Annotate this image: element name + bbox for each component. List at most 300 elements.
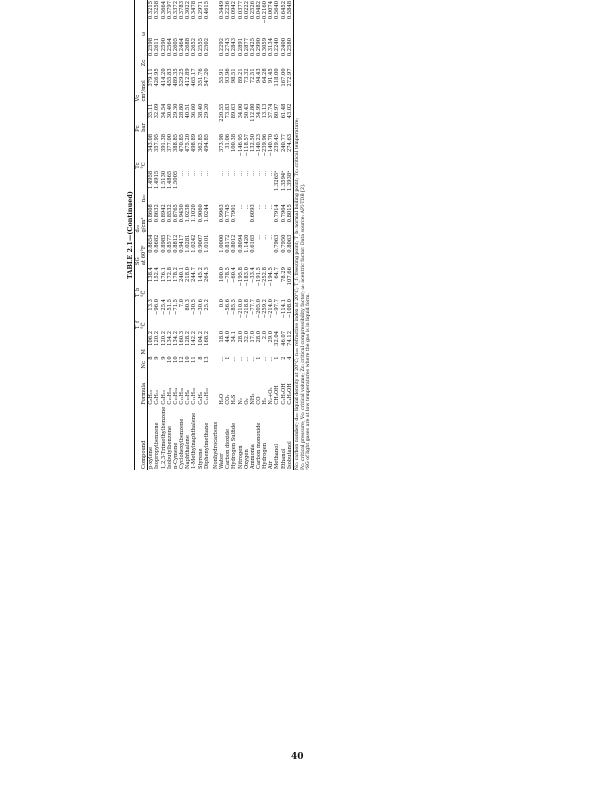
table-notes [295,0,312,470]
cell-omega: 0.5640 [274,1,281,20]
cell-vc: 37.74 [268,103,275,119]
cell-tc: 1.4915 [154,170,161,189]
cell-compound: Styrene [197,448,204,469]
cell-compound: p-xylene [148,446,155,469]
cell-compound: Nitrogen [237,445,244,469]
cell-formula: N₂ [237,398,244,405]
cell-zc: 98.51 [231,68,238,84]
cell-tb: −114.1 [280,299,287,319]
cell-tc: … [243,170,250,176]
cell-m: 46.07 [280,330,287,346]
table-row [244,0,250,470]
cell-m: 32.04 [274,330,281,346]
cell-vc: 30.40 [166,103,173,119]
cell-formula: NH₃ [249,393,256,405]
cell-m: 28.0 [237,330,244,343]
cell-pc: 343.08 [148,133,155,153]
cell-omega: 0.3664 [160,1,167,20]
cell-tb: −56.6 [225,299,232,315]
cell-n20: 1.1020 [191,204,198,223]
cell-n20: 0.7904 [280,204,287,223]
cell-nc: 9 [160,356,167,360]
cell-d20: … [255,234,262,240]
cell-nc: 1 [225,356,232,360]
cell-tb: −30.5 [191,299,198,315]
col-formula: Formula [135,370,148,406]
cell-sg: −78.5 [225,267,232,284]
cell-tc: … [197,170,204,176]
cell-vc: 50.43 [243,103,250,119]
cell-formula: C₈H₁₀ [148,389,155,405]
cell-z2: 0.2843 [231,37,238,57]
cell-sg: 176.1 [160,267,167,282]
cell-tc: … [185,170,192,176]
cell-z2: 0.2590 [160,37,167,57]
cell-formula: C₁₀H₁₄ [166,387,173,405]
col-zc: Zᴄ [135,37,148,67]
cell-sg: 138.4 [148,267,155,282]
cell-vc: 34.00 [237,103,244,119]
cell-nc: 1 [274,356,281,360]
cell-d20: 0.8985 [160,234,167,253]
cell-formula: C₁₀H₈ [185,389,192,405]
rotated-table-page [125,0,525,470]
cell-pc: 373.98 [219,133,226,153]
cell-d20: 1.0101 [203,234,210,253]
cell-z2: 0.2425 [249,37,256,57]
cell-m: 17.0 [249,330,256,343]
col-compound: Compound [135,406,148,470]
cell-formula: CO₂ [225,394,232,405]
cell-d20: 0.7963 [274,234,281,253]
cell-formula: H₂S [231,394,238,405]
cell-vc: 40.51 [185,103,192,119]
cell-m: 104.2 [197,330,204,346]
cell-vc: 34.54 [160,103,167,119]
cell-sg: 264.3 [203,267,210,282]
cell-d20: 0.9007 [197,234,204,253]
cell-tc: … [219,170,226,176]
cell-tb: −205.0 [255,299,262,319]
cell-m: 74.12 [287,330,294,355]
cell-omega: 0.3258 [154,1,161,20]
note-line: ᵃSG of light gases are at low temperatures where the gas is in liquid form. [306,293,312,470]
cell-vc: 112.80 [249,103,256,122]
cell-omega: 0.0222 [243,1,250,20]
cell-compound: Hydrogen [262,442,269,469]
cell-tb: 13.3 [148,299,155,311]
cell-nc: 10 [185,356,192,363]
cell-vc: 89.63 [231,103,238,119]
cell-n20: 0.8942 [160,204,167,223]
cell-tb: −51.5 [166,299,173,315]
cell-nc: … [243,356,250,362]
cell-compound: Cyclohexylbenzene [179,418,186,469]
cell-z2: 0.2891 [237,37,244,57]
col-d20: d₂₀ g/cm³ [135,203,148,233]
cell-omega: 0.0377 [237,1,244,20]
cell-z2: 0.2877 [243,37,250,57]
cell-tb: 0.0 [219,299,226,308]
cell-n20: 0.6093 [249,204,256,223]
col-sg: SG at 60°F [135,234,148,267]
cell-zc: 351.76 [197,68,204,87]
cell-m: 34.1 [231,330,238,343]
cell-n20: 0.8632 [154,204,161,223]
cell-sg: −60.4 [231,267,238,284]
cell-nc: … [268,356,275,362]
cell-vc: 43.02 [287,103,294,133]
cell-zc: 91.45 [268,68,275,84]
cell-tb: −77.7 [249,299,256,315]
cell-vc: 28.80 [179,103,186,119]
cell-nc: 13 [203,356,210,363]
cell-m: 128.2 [185,330,192,346]
cell-n20: 0.9450 [179,204,186,223]
col-vc: Vᴄ cm³/mol [135,67,148,102]
cell-formula: C₄H₉OH [287,370,294,406]
table-group-header [210,0,219,470]
cell-z2: 0.2400 [280,37,287,57]
cell-nc: … [262,356,269,362]
cell-nc: 1 [255,356,262,360]
col-pc: Pᴄ bar [135,103,148,133]
table-title: TABLE 2.1—(Continued) [127,191,134,279]
cell-z2: 0.2990 [255,37,262,57]
cell-tb: −210.0 [237,299,244,319]
cell-omega: −0.2160 [262,1,269,24]
cell-pc: −118.57 [243,133,250,157]
cell-zc: 72.51 [249,68,256,84]
cell-z2: 0.2292 [219,37,226,57]
cell-tb: −218.8 [243,299,250,319]
cell-n20: … [262,204,269,210]
cell-zc: 73.32 [243,68,250,84]
cell-compound: 1,2,3-Trimethylbenzene [160,406,167,469]
cell-tc: 1.4865 [166,170,173,189]
cell-tb: −25.4 [160,299,167,315]
col-tc: Tᴄ °C [135,133,148,170]
cell-tc: … [203,170,210,176]
cell-tb: −30.6 [197,299,204,315]
table-row [154,0,160,470]
cell-n20: 0.8532 [166,204,173,223]
cell-formula: C₈H₈ [197,392,204,405]
cell-m: 32.0 [243,330,250,343]
cell-tb: −71.5 [172,299,179,315]
cell-m: 28.0 [255,330,262,343]
note-line: Nᴄ: carbon number; d₂₀: liquid density at 20°C; n₂₀: refractive index at 20°C; T_f: freezing point; T_b: normal boiling point; Tᴄ: critical temperature; [294,117,300,470]
cell-n20: 0.9060 [197,204,204,223]
cell-n20: 0.8765 [172,204,179,223]
cell-compound: Diphenylmethane [203,422,210,469]
cell-pc: −146.95 [237,133,244,157]
cell-vc: 73.83 [225,103,232,119]
cell-tc: … [225,170,232,176]
table-row [231,0,237,470]
cell-sg: 244.7 [191,267,198,282]
cell-zc: 118.00 [274,68,281,87]
cell-d20: 0.8063 [287,234,294,267]
cell-nc: 8 [148,356,155,360]
cell-n20: 0.8608 [148,204,155,223]
cell-formula: H₂O [219,393,226,405]
cell-tc: … [237,170,244,176]
cell-nc: 10 [172,356,179,363]
cell-omega: 0.3215 [148,1,155,20]
cell-vc: 34.99 [255,103,262,119]
cell-formula: H₂ [262,398,269,405]
cell-omega: 0.3449 [219,1,226,20]
cell-sg: 172.8 [166,267,173,282]
cell-sg: −33.4 [249,267,256,284]
cell-zc: 55.91 [219,68,226,84]
cell-m: 29.0 [268,330,275,343]
cell-n20: 0.7745 [225,204,232,223]
cell-pc: 388.85 [172,133,179,153]
cell-d20: 0.7950 [280,234,287,253]
cell-tb: −96.0 [154,299,161,315]
cell-tc: … [268,170,275,176]
cell-m: 18.0 [219,330,226,343]
cell-pc: 470.85 [179,133,186,153]
cell-omega: 0.2236 [225,1,232,20]
cell-d20: 0.8172 [225,234,232,253]
cell-z2: 0.2240 [274,37,281,57]
cell-omega: 0.3372 [172,1,179,20]
table-row [274,0,280,470]
cell-sg: 240.1 [179,267,186,282]
table-row [191,0,197,470]
cell-zc: 547.20 [203,68,210,87]
cell-formula: N₂+O₂ [268,387,275,405]
cell-tb: 80.3 [185,299,192,311]
cell-vc: 29.20 [203,103,210,119]
cell-vc: 36.60 [191,103,198,119]
cell-tb: 25.2 [203,299,210,311]
cell-pc: 274.63 [287,133,294,170]
cell-d20: 1.0281 [185,234,192,253]
col-nc: Nᴄ [135,355,148,369]
cell-d20: 0.9417 [179,234,186,253]
cell-compound: Isobutylbenzene [166,425,173,469]
cell-tb: −214.0 [268,299,275,319]
cell-tb: −108.0 [287,298,294,330]
cell-pc: 498.89 [191,133,198,153]
table-row [198,0,204,470]
cell-compound: Ammonia [249,444,256,469]
cell-compound: Oxygen [243,449,250,469]
cell-nc: 4 [287,355,294,369]
cell-n20: 0.8015 [287,203,294,233]
cell-tc: 1.3265ᵃ [274,170,281,191]
group-label: Nonhydrocarbons [212,421,219,469]
cell-omega: 0.3797 [166,1,173,20]
cell-formula: O₂ [243,398,250,405]
cell-z2: 0.2605 [172,37,179,57]
cell-zc: 379.11 [148,68,155,87]
cell-z2: 0.2502 [203,37,210,57]
table-row [161,0,167,470]
cell-omega: 0.0942 [231,1,238,20]
cell-vc: 220.55 [219,103,226,122]
cell-pc: 31.06 [225,133,232,149]
cell-tc: 1.5005 [172,170,179,189]
cell-zc: 426.95 [154,68,161,87]
cell-nc: … [231,356,238,362]
cell-zc: 529.25 [179,68,186,87]
properties-table [134,0,294,470]
cell-n20: 1.0244 [203,204,210,223]
cell-z2: 0.2611 [154,37,161,57]
cell-formula: CH₃OH [274,385,281,405]
cell-sg: 64.7 [274,267,281,279]
table-row [238,0,244,470]
cell-n20: … [243,204,250,210]
cell-m: 142.2 [191,330,198,346]
cell-tc: … [191,170,198,176]
cell-omega: 0.3478 [191,1,198,20]
cell-d20: … [268,234,275,240]
cell-pc: 494.85 [203,133,210,153]
cell-pc: 132.50 [249,133,256,153]
cell-pc: 377.00 [166,133,173,153]
cell-nc: 2 [280,356,287,360]
cell-zc: 89.21 [237,68,244,84]
cell-n20: 0.7901 [231,204,238,223]
cell-sg: 145.2 [197,267,204,282]
cell-nc: 10 [166,356,173,363]
col-n20: n₂₀ [135,170,148,203]
cell-m: 134.2 [172,330,179,346]
cell-tc: 1.3938ᵃ [287,170,294,203]
cell-omega: 0.3022 [185,1,192,20]
cell-pc: −140.23 [255,133,262,157]
cell-compound: n-Cymene [172,442,179,469]
cell-compound: Isobutanol [287,406,294,470]
cell-sg: −252.8 [262,267,269,287]
cell-formula: CO [255,396,262,405]
cell-compound: Air [268,461,275,469]
cell-pc: 391.38 [160,133,167,153]
cell-z2: 0.2652 [191,37,198,57]
cell-z2: 0.3134 [268,37,275,57]
cell-formula: C₁₀H₁₄ [172,387,179,405]
cell-vc: 35.11 [148,103,155,119]
col-tf: T_f °C [135,298,148,330]
cell-zc: 412.89 [185,68,192,87]
cell-vc: 32.09 [154,103,161,119]
cell-compound: Isopropylbenzene [154,422,161,469]
cell-d20: 0.6165 [249,234,256,253]
cell-compound: Naphthalene [185,435,192,469]
table-row [287,0,294,470]
cell-compound: 1-Methylnaphthalene [191,412,198,469]
cell-formula: C₁₂H₁₆ [179,387,186,405]
cell-formula: C₁₁H₁₀ [191,387,198,405]
cell-sg: 218.0 [185,267,192,282]
cell-tc: 1.5130 [160,170,167,189]
cell-compound: Methanol [274,443,281,469]
table-row [204,0,210,470]
col-m: M [135,330,148,355]
cell-omega: 0.2971 [197,1,204,20]
cell-nc: 9 [154,356,161,360]
cell-zc: 455.83 [166,68,173,87]
table-row [148,0,155,470]
cell-compound: Water [219,453,226,469]
cell-formula: C₉H₁₂ [154,389,161,405]
cell-n20: 1.0238 [185,204,192,223]
note-line: Pᴄ: critical pressure; Vᴄ: critical volume; Zᴄ: critical compressibility factor; ω: acentric factor. Data source: API-TDB [2]. [300,183,306,470]
cell-sg: 107.66 [287,266,294,298]
cell-nc: 12 [179,356,186,363]
cell-n20: … [255,204,262,210]
cell-nc: … [237,356,244,362]
col-omega: ω [135,0,148,37]
cell-nc: … [219,356,226,362]
cell-sg: −183.0 [243,267,250,287]
cell-compound: Ethanol [280,448,287,469]
cell-zc: 414.20 [160,68,167,87]
cell-pc: 100.38 [231,133,238,153]
cell-z2: 0.3059 [262,37,269,57]
cell-d20: 0.8012 [231,234,238,253]
cell-nc: … [249,356,256,362]
cell-pc: 240.77 [280,133,287,153]
cell-pc: −140.70 [268,133,275,157]
cell-formula: C₉H₁₂ [160,389,167,405]
cell-z2: 0.2580 [287,37,294,67]
cell-sg: 100.0 [219,267,226,282]
cell-zc: 64.28 [262,68,269,84]
cell-tc: … [255,170,262,176]
cell-tc: … [231,170,238,176]
cell-z2: 0.2688 [185,37,192,57]
cell-zc: 489.35 [172,68,179,87]
cell-compound: Carbon dioxide [225,428,232,469]
cell-vc: 38.40 [197,103,204,119]
cell-sg: 78.29 [280,267,287,282]
cell-omega: 0.4615 [203,1,210,20]
cell-d20: 1.0000 [219,234,226,253]
cell-sg: −191.5 [255,267,262,287]
cell-zc: 93.96 [225,68,232,84]
cell-m: 2.0 [262,330,269,340]
cell-pc: 357.95 [154,133,161,153]
cell-sg: −195.8 [237,267,244,287]
cell-d20: 0.8682 [154,234,161,253]
cell-tc: … [249,170,256,176]
cell-pc: 239.45 [274,133,281,153]
cell-zc: 94.43 [255,68,262,84]
cell-vc: 29.30 [172,103,179,119]
cell-n20: … [237,204,244,210]
cell-zc: 272.97 [287,67,294,102]
cell-vc: 80.97 [274,103,281,119]
cell-pc: 475.20 [185,133,192,153]
cell-d20: 1.0242 [191,234,198,253]
cell-z2: 0.2564 [166,37,173,57]
cell-tb: −85.5 [231,299,238,315]
cell-omega: 0.3783 [179,1,186,20]
cell-d20: 0.8654 [148,234,155,253]
cell-sg: 152.4 [154,267,161,282]
cell-nc: 11 [191,356,198,363]
cell-tc: 1.4958 [148,170,155,189]
cell-pc: 362.85 [197,133,204,153]
cell-z2: 0.2743 [225,37,232,57]
